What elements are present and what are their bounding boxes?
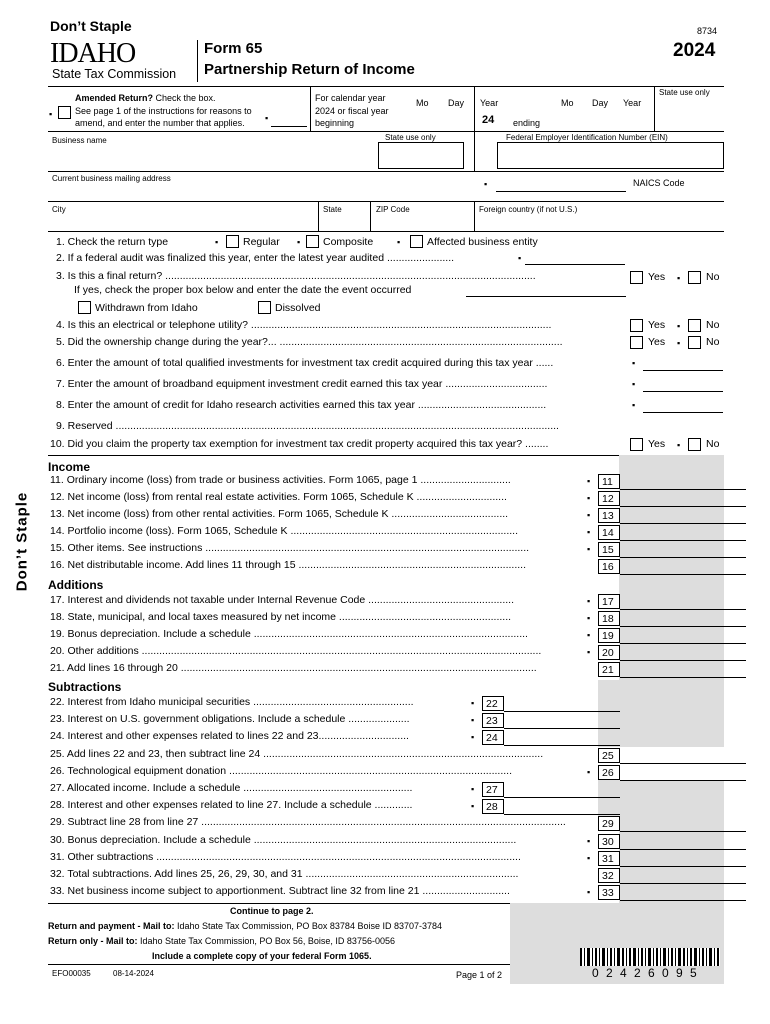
agency-name: State Tax Commission — [52, 67, 177, 81]
income-line-15-text: 15. Other items. See instructions ............................................................................................................... — [50, 542, 530, 554]
withdrawn-checkbox[interactable] — [78, 301, 91, 314]
income-line-16-text: 16. Net distributable income. Add lines 11 through 15 .............................................................................. — [50, 559, 527, 571]
end-year-label: Year — [623, 98, 642, 108]
line-22-number: 22 — [482, 696, 504, 711]
bullet-marker: ▪ — [587, 493, 591, 503]
line-20-amount-field[interactable] — [620, 660, 746, 661]
form-number: Form 65 — [204, 40, 263, 57]
line-14-amount-field[interactable] — [620, 540, 746, 541]
line-26-number: 26 — [598, 765, 620, 780]
barcode-number: 0 2 4 2 6 0 9 5 — [592, 966, 699, 980]
line-16-amount-field[interactable] — [620, 574, 746, 575]
q6-amount-field[interactable] — [643, 370, 723, 371]
amended-checkbox[interactable] — [58, 106, 71, 119]
q1-text: 1. Check the return type — [56, 236, 169, 248]
barcode — [580, 948, 720, 966]
line-28-number: 28 — [482, 799, 504, 814]
bullet-marker: ▪ — [471, 715, 475, 725]
line-13-number: 13 — [598, 508, 620, 523]
line-29-amount-field[interactable] — [620, 831, 746, 832]
calendar-label-2: 2024 or fiscal year — [315, 106, 389, 116]
foreign-label: Foreign country (if not U.S.) — [479, 205, 578, 214]
dissolved-label: Dissolved — [275, 302, 321, 314]
q5-no-checkbox[interactable] — [688, 336, 701, 349]
line-31-amount-field[interactable] — [620, 866, 746, 867]
include-note: Include a complete copy of your federal Form 1065. — [152, 951, 372, 961]
q5-no-label: No — [706, 336, 720, 348]
additions-heading: Additions — [48, 578, 104, 592]
header-divider — [197, 40, 198, 82]
line-11-amount-field[interactable] — [620, 489, 746, 490]
revision-date: 08-14-2024 — [113, 969, 154, 978]
ending-label: ending — [513, 118, 541, 128]
bullet-marker: ▪ — [587, 613, 591, 623]
subtractions-line-27-text: 27. Allocated income. Include a schedule .......................................................... — [50, 782, 413, 794]
q5-yes-label: Yes — [648, 336, 666, 348]
ein-field[interactable] — [497, 142, 724, 169]
q4-text: 4. Is this an electrical or telephone utility? ....................................................................................................... — [56, 319, 552, 331]
income-line-12-text: 12. Net income (loss) from rental real estate activities. Form 1065, Schedule K ............................... — [50, 491, 507, 503]
q4-no-label: No — [706, 319, 720, 331]
rule — [48, 86, 724, 87]
subtractions-line-32-text: 32. Total subtractions. Add lines 25, 26, 29, 30, and 31 ......................................................................... — [50, 868, 519, 880]
q8-amount-field[interactable] — [643, 412, 723, 413]
line-20-number: 20 — [598, 645, 620, 660]
line-23-number: 23 — [482, 713, 504, 728]
begin-mo-label: Mo — [416, 98, 429, 108]
business-name-label: Business name — [52, 136, 107, 145]
barcode-graphic — [580, 948, 720, 966]
bullet-marker: ▪ — [587, 836, 591, 846]
q2-text: 2. If a federal audit was finalized this year, enter the latest year audited ....................... — [56, 252, 455, 264]
bullet-marker: ▪ — [587, 527, 591, 537]
q9-text: 9. Reserved ........................................................................................................................................................ — [56, 420, 559, 432]
line-30-number: 30 — [598, 834, 620, 849]
form-title: Partnership Return of Income — [204, 61, 415, 78]
line-14-number: 14 — [598, 525, 620, 540]
line-33-number: 33 — [598, 885, 620, 900]
affected-label: Affected business entity — [427, 236, 538, 248]
subtractions-line-22-text: 22. Interest from Idaho municipal securities ....................................................... — [50, 696, 414, 708]
state-label: State — [323, 205, 342, 214]
dont-staple-header: Don’t Staple — [50, 18, 132, 34]
return-payment-address: Return and payment - Mail to: Idaho State Tax Commission, PO Box 83784 Boise ID 83707-3784 — [48, 921, 443, 931]
line-15-number: 15 — [598, 542, 620, 557]
end-mo-label: Mo — [561, 98, 574, 108]
calendar-label-1: For calendar year — [315, 93, 386, 103]
amended-number-field[interactable] — [271, 126, 307, 127]
q4-yes-label: Yes — [648, 319, 666, 331]
bullet-marker: ▪ — [587, 887, 591, 897]
additions-line-17-text: 17. Interest and dividends not taxable under Internal Revenue Code .................................................. — [50, 594, 514, 606]
q6-text: 6. Enter the amount of total qualified investments for investment tax credit acquired during this tax year ...... — [56, 357, 554, 369]
subtractions-line-28-text: 28. Interest and other expenses related to line 27. Include a schedule ............. — [50, 799, 413, 811]
line-12-amount-field[interactable] — [620, 506, 746, 507]
q3b-text: If yes, check the proper box below and enter the date the event occurred — [74, 284, 412, 296]
line-27-amount-field[interactable] — [504, 797, 620, 798]
bullet-marker: ▪ — [587, 647, 591, 657]
naics-field[interactable] — [496, 191, 626, 192]
q3-text: 3. Is this a final return? ............................................................................................................................... — [56, 270, 536, 282]
income-line-14-text: 14. Portfolio income (loss). Form 1065, Schedule K .............................................................................. — [50, 525, 518, 537]
additions-line-20-text: 20. Other additions ......................................................................................................................................... — [50, 645, 542, 657]
income-line-13-text: 13. Net income (loss) from other rental activities. Form 1065, Schedule K ........................................ — [50, 508, 509, 520]
line-18-amount-field[interactable] — [620, 626, 746, 627]
additions-line-19-text: 19. Bonus depreciation. Include a schedule .............................................................................................. — [50, 628, 528, 640]
idaho-logo: IDAHO — [50, 38, 136, 69]
affected-checkbox[interactable] — [410, 235, 423, 248]
line-22-amount-field[interactable] — [504, 711, 620, 712]
city-label: City — [52, 205, 66, 214]
q4-no-checkbox[interactable] — [688, 319, 701, 332]
additions-line-21-text: 21. Add lines 16 through 20 .......................................................................................................................... — [50, 662, 537, 674]
subtractions-line-24-text: 24. Interest and other expenses related to lines 22 and 23............................... — [50, 730, 409, 742]
line-29-number: 29 — [598, 816, 620, 831]
state-use-only-1: State use only — [659, 88, 710, 97]
line-25-amount-field[interactable] — [620, 763, 746, 764]
income-heading: Income — [48, 460, 91, 474]
ein-label: Federal Employer Identification Number (EIN) — [506, 133, 668, 142]
dissolved-checkbox[interactable] — [258, 301, 271, 314]
line-24-number: 24 — [482, 730, 504, 745]
q7-text: 7. Enter the amount of broadband equipment investment credit earned this tax year ................................... — [56, 378, 548, 390]
amended-label: Amended Return? Check the box. — [75, 93, 216, 103]
q10-yes-label: Yes — [648, 438, 666, 450]
line-25-number: 25 — [598, 748, 620, 763]
amended-instr-1: See page 1 of the instructions for reasons to — [75, 106, 252, 116]
subtractions-line-26-text: 26. Technological equipment donation ................................................................................................. — [50, 765, 512, 777]
line-21-number: 21 — [598, 662, 620, 677]
naics-label: NAICS Code — [633, 178, 685, 188]
q10-text: 10. Did you claim the property tax exemption for investment tax credit property acquired this tax year? ........ — [50, 438, 549, 450]
line-15-amount-field[interactable] — [620, 557, 746, 558]
q5-text: 5. Did the ownership change during the year?... ................................................................................................. — [56, 336, 563, 348]
line-33-amount-field[interactable] — [620, 900, 746, 901]
state-use-only-box — [378, 142, 464, 169]
q3-yes-label: Yes — [648, 271, 666, 283]
bullet-marker: ▪ — [587, 510, 591, 520]
continue-note: Continue to page 2. — [230, 906, 314, 916]
subtractions-line-31-text: 31. Other subtractions ............................................................................................................................. — [50, 851, 521, 863]
form-id: EFO00035 — [52, 969, 91, 978]
bullet-marker: ▪ — [587, 544, 591, 554]
begin-year-value: 24 — [482, 114, 495, 126]
line-26-amount-field[interactable] — [620, 780, 746, 781]
form-code: 8734 — [697, 26, 718, 36]
q3-no-checkbox[interactable] — [688, 271, 701, 284]
bullet-marker: ▪ — [587, 853, 591, 863]
regular-label: Regular — [243, 236, 280, 248]
line-28-amount-field[interactable] — [504, 814, 620, 815]
line-23-amount-field[interactable] — [504, 728, 620, 729]
regular-checkbox[interactable] — [226, 235, 239, 248]
state-use-only-2: State use only — [385, 133, 436, 142]
subtractions-line-33-text: 33. Net business income subject to apportionment. Subtract line 32 from line 21 .............................. — [50, 885, 510, 897]
bullet-marker: ▪ — [471, 784, 475, 794]
bullet-marker: ▪ — [471, 801, 475, 811]
event-date-field[interactable] — [466, 296, 626, 297]
end-day-label: Day — [592, 98, 609, 108]
income-line-11-text: 11. Ordinary income (loss) from trade or business activities. Form 1065, page 1 ............................... — [50, 474, 511, 486]
q3-yes-checkbox[interactable] — [630, 271, 643, 284]
line-19-amount-field[interactable] — [620, 643, 746, 644]
bullet-marker: ▪ — [471, 732, 475, 742]
line-31-number: 31 — [598, 851, 620, 866]
line-19-number: 19 — [598, 628, 620, 643]
tax-year: 2024 — [673, 40, 716, 61]
line-32-amount-field[interactable] — [620, 883, 746, 884]
mailing-address-label: Current business mailing address — [52, 174, 171, 183]
line-11-number: 11 — [598, 474, 620, 489]
calendar-label-3: beginning — [315, 118, 355, 128]
line-30-amount-field[interactable] — [620, 849, 746, 850]
line-24-amount-field[interactable] — [504, 745, 620, 746]
withdrawn-label: Withdrawn from Idaho — [95, 302, 198, 314]
begin-year-label: Year — [480, 98, 499, 108]
line-32-number: 32 — [598, 868, 620, 883]
line-17-number: 17 — [598, 594, 620, 609]
begin-day-label: Day — [448, 98, 465, 108]
bullet-marker: ▪ — [587, 767, 591, 777]
bullet-marker: ▪ — [587, 596, 591, 606]
line-16-number: 16 — [598, 559, 620, 574]
amended-instr-2: amend, and enter the number that applies. — [75, 118, 245, 128]
line-18-number: 18 — [598, 611, 620, 626]
line-21-amount-field[interactable] — [620, 677, 746, 678]
q10-no-label: No — [706, 438, 720, 450]
q7-amount-field[interactable] — [643, 391, 723, 392]
subtractions-heading: Subtractions — [48, 680, 122, 694]
additions-line-18-text: 18. State, municipal, and local taxes measured by net income ........................................................... — [50, 611, 512, 623]
subtractions-line-23-text: 23. Interest on U.S. government obligations. Include a schedule ..................... — [50, 713, 410, 725]
q8-text: 8. Enter the amount of credit for Idaho research activities earned this tax year ............................................ — [56, 399, 547, 411]
bullet-marker: ▪ — [587, 476, 591, 486]
q3-no-label: No — [706, 271, 720, 283]
bullet-marker: ▪ — [587, 630, 591, 640]
subtractions-line-29-text: 29. Subtract line 28 from line 27 ............................................................................................................................. — [50, 816, 566, 828]
composite-label: Composite — [323, 236, 374, 248]
bullet-marker: ▪ — [471, 698, 475, 708]
subtractions-line-30-text: 30. Bonus depreciation. Include a schedule .......................................................................................... — [50, 834, 517, 846]
line-12-number: 12 — [598, 491, 620, 506]
q4-yes-checkbox[interactable] — [630, 319, 643, 332]
q5-yes-checkbox[interactable] — [630, 336, 643, 349]
zip-label: ZIP Code — [376, 205, 410, 214]
q10-yes-checkbox[interactable] — [630, 438, 643, 451]
side-dont-staple: Don’t Staple — [13, 491, 31, 592]
return-only-address: Return only - Mail to: Idaho State Tax Commission, PO Box 56, Boise, ID 83756-0056 — [48, 936, 395, 946]
audit-year-field[interactable] — [525, 264, 625, 265]
line-27-number: 27 — [482, 782, 504, 797]
q10-no-checkbox[interactable] — [688, 438, 701, 451]
composite-checkbox[interactable] — [306, 235, 319, 248]
page-number: Page 1 of 2 — [456, 970, 503, 980]
line-17-amount-field[interactable] — [620, 609, 746, 610]
line-13-amount-field[interactable] — [620, 523, 746, 524]
subtractions-line-25-text: 25. Add lines 22 and 23, then subtract line 24 ................................................................................................ — [50, 748, 544, 760]
